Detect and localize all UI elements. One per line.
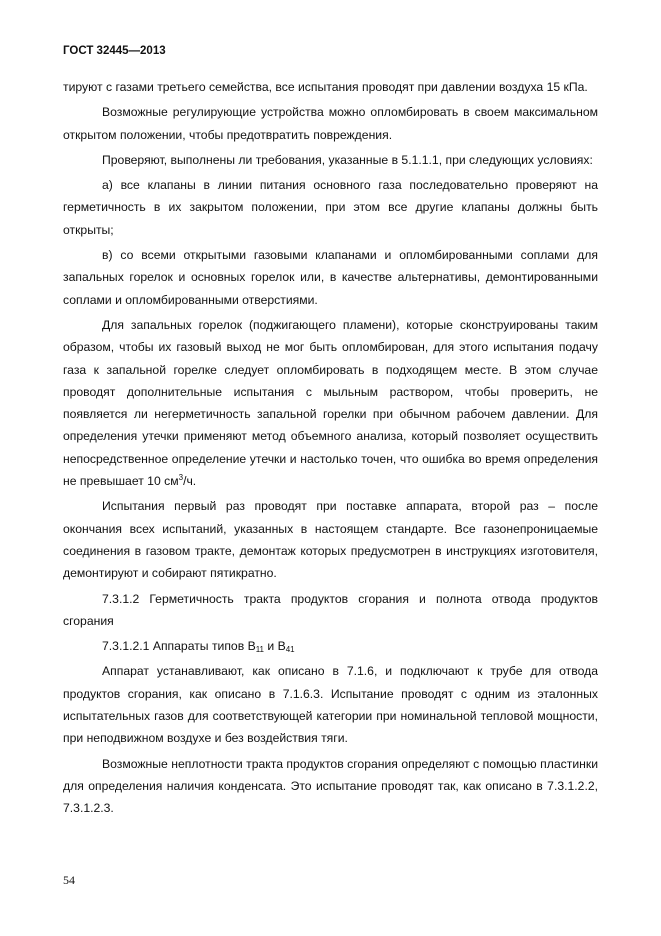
superscript-3: 3	[178, 473, 184, 483]
heading-text-mid: и B	[264, 639, 286, 654]
paragraph-text-tail: /ч.	[183, 474, 197, 489]
list-item-v: в) со всеми открытыми газовыми клапанами и опломбированными соплами для запальных горелок и основных горелок или, в качестве альтернативы, демонтированными соплами и опломбированными отверстиями.	[63, 248, 598, 307]
paragraph-continuation: тируют с газами третьего семейства, все испытания проводят при давлении воздуха 15 кПа.	[63, 80, 588, 94]
list-item-a: а) все клапаны в линии питания основного газа последовательно проверяют на герметичность в их закрытом положении, при этом все другие клапаны должны быть открыты;	[63, 178, 598, 237]
section-heading-7-3-1-2: 7.3.1.2 Герметичность тракта продуктов сгорания и полнота отвода продуктов сгорания	[63, 591, 598, 628]
paragraph: Возможные неплотности тракта продуктов сгорания определяют с помощью пластинки для определения наличия конденсата. Это испытание проводят так, как описано в 7.3.1.2.2, 7.3.1.2.3.	[63, 756, 598, 816]
document-body	[63, 76, 598, 823]
page-number: 54	[63, 873, 75, 887]
subscript-41: 41	[285, 645, 295, 655]
paragraph-text: Для запальных горелок (поджигающего пламени), которые сконструированы таким образом, чтобы их газовый выход не мог быть опломбирован, для этого испытания подачу газа к запальной горелке следует опломбировать в подходящем месте. В этом случае проводят дополнительные испытания с мыльным раствором, чтобы проверить, не появляется ли негерметичность запальной горелки при обычном рабочем давлении. Для определения утечки применяют метод объемного анализа, который позволяет осуществить непосредственное определение утечки и настолько точен, что ошибка во время определения не превышает 10 см	[63, 317, 598, 489]
section-heading-7-3-1-2-1	[63, 635, 598, 657]
heading-text: 7.3.1.2.1 Аппараты типов B	[102, 639, 256, 654]
paragraph: Аппарат устанавливают, как описано в 7.1.6, и подключают к трубе для отвода продуктов сгорания, как описано в 7.1.6.3. Испытание проводят с одним из эталонных испытательных газов для соответствующей категории при номинальной тепловой мощности, при неподвижном воздухе и без воздействия тяги.	[63, 664, 598, 746]
document-header: ГОСТ 32445—2013	[63, 45, 166, 57]
paragraph: Проверяют, выполнены ли требования, указанные в 5.1.1.1, при следующих условиях:	[102, 152, 593, 167]
paragraph: Испытания первый раз проводят при поставке аппарата, второй раз – после окончания всех испытаний, указанных в настоящем стандарте. Все газонепроницаемые соединения в газовом тракте, демонтаж которых предусмотрен в инструкциях изготовителя, демонтируют и собирают пятикратно.	[63, 499, 598, 581]
paragraph-pilot-burners	[63, 314, 598, 492]
paragraph: Возможные регулирующие устройства можно опломбировать в своем максимальном открытом положении, чтобы предотвратить повреждения.	[63, 105, 598, 142]
subscript-11: 11	[255, 645, 265, 655]
